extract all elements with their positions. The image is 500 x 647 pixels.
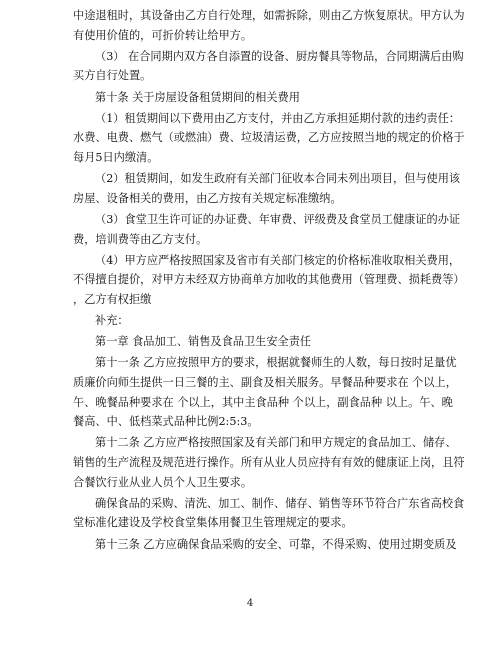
text-line: 买方自行处置。 (73, 69, 152, 83)
text-line: 第十二条 乙方应严格按照国家及有关部门和甲方规定的食品加工、储存、 (95, 436, 457, 450)
text-line: （4）甲方应严格按照国家及省市有关部门核定的价格标准收取相关费用， (95, 253, 461, 267)
text-line: 补充： (95, 314, 129, 328)
text-line: 每月5日内缴清。 (73, 150, 159, 164)
paragraph (73, 210, 461, 249)
paragraph (73, 535, 457, 555)
paragraph (73, 353, 457, 431)
text-line: 第一章 食品加工、销售及食品卫生安全责任 (95, 335, 312, 349)
text-line: 合餐饮行业从业人员个人卫生要求。 (73, 475, 253, 489)
text-line: 餐高、中、低档菜式品种比例2:5:3。 (73, 415, 259, 429)
paragraph (73, 88, 437, 108)
text-line: 费，培训费等由乙方支付。 (73, 232, 208, 246)
text-line: 有使用价值的，可折价转让给甲方。 (73, 28, 253, 42)
text-line: 不得擅自提价，对甲方未经双方协商单方加收的其他费用（管理费、损耗费等） (73, 273, 465, 287)
text-line: 堂标准化建设及学校食堂集体用餐卫生管理规定的要求。 (73, 516, 353, 530)
paragraph (73, 251, 465, 310)
paragraph (73, 109, 465, 168)
paragraph (73, 332, 437, 352)
text-line: 确保食品的采购、清洗、加工、制作、储存、销售等环节符合广东省高校食 (95, 496, 465, 510)
text-line: （3）食堂卫生许可证的办证费、年审费、评级费及食堂员工健康证的办证 (95, 212, 461, 226)
paragraph (73, 433, 465, 492)
text-line: 第十条 关于房屋设备租赁期间的相关费用 (95, 90, 300, 104)
page-number: 4 (246, 598, 254, 609)
text-line: （1）租赁期间以下费用由乙方支付，并由乙方承担延期付款的违约责任： (95, 111, 461, 125)
text-line: 质廉价向师生提供一日三餐的主、副食及相关服务。早餐品种要求在 个以上， (73, 376, 457, 390)
text-line: 房屋、设备相关的费用，由乙方按有关规定标准缴纳。 (73, 191, 342, 205)
document-body (73, 6, 465, 556)
text-line: 中途退租时，其设备由乙方自行处理，如需拆除，则由乙方恢复原状。甲方认为 (73, 9, 465, 22)
paragraph (73, 311, 437, 331)
paragraph (73, 169, 461, 208)
text-line: ，乙方有权拒缴 (73, 292, 152, 306)
paragraph (73, 47, 464, 86)
text-line: 午、晚餐品种要求在 个以上，其中主食品种 个以上，副食品种 以上。午、晚 (73, 395, 453, 409)
paragraph (73, 6, 465, 45)
paragraph (73, 494, 465, 533)
text-line: 第十一条 乙方应按照甲方的要求，根据就餐师生的人数，每日按时足量优 (95, 356, 457, 370)
text-line: 销售的生产流程及规范进行操作。所有从业人员应持有有效的健康证上岗，且符 (73, 456, 465, 469)
text-line: 第十三条 乙方应确保食品采购的安全、可靠，不得采购、使用过期变质及 (95, 537, 457, 551)
text-line: 水费、电费、燃气（或燃油）费、垃圾清运费，乙方应按照当地的规定的价格于 (73, 131, 465, 145)
text-line: （3） 在合同期内双方各自添置的设备、厨房餐具等物品，合同期满后由购 (95, 49, 464, 63)
text-line: （2）租赁期间，如发生政府有关部门征收本合同未列出项目，但与使用该 (95, 172, 461, 186)
